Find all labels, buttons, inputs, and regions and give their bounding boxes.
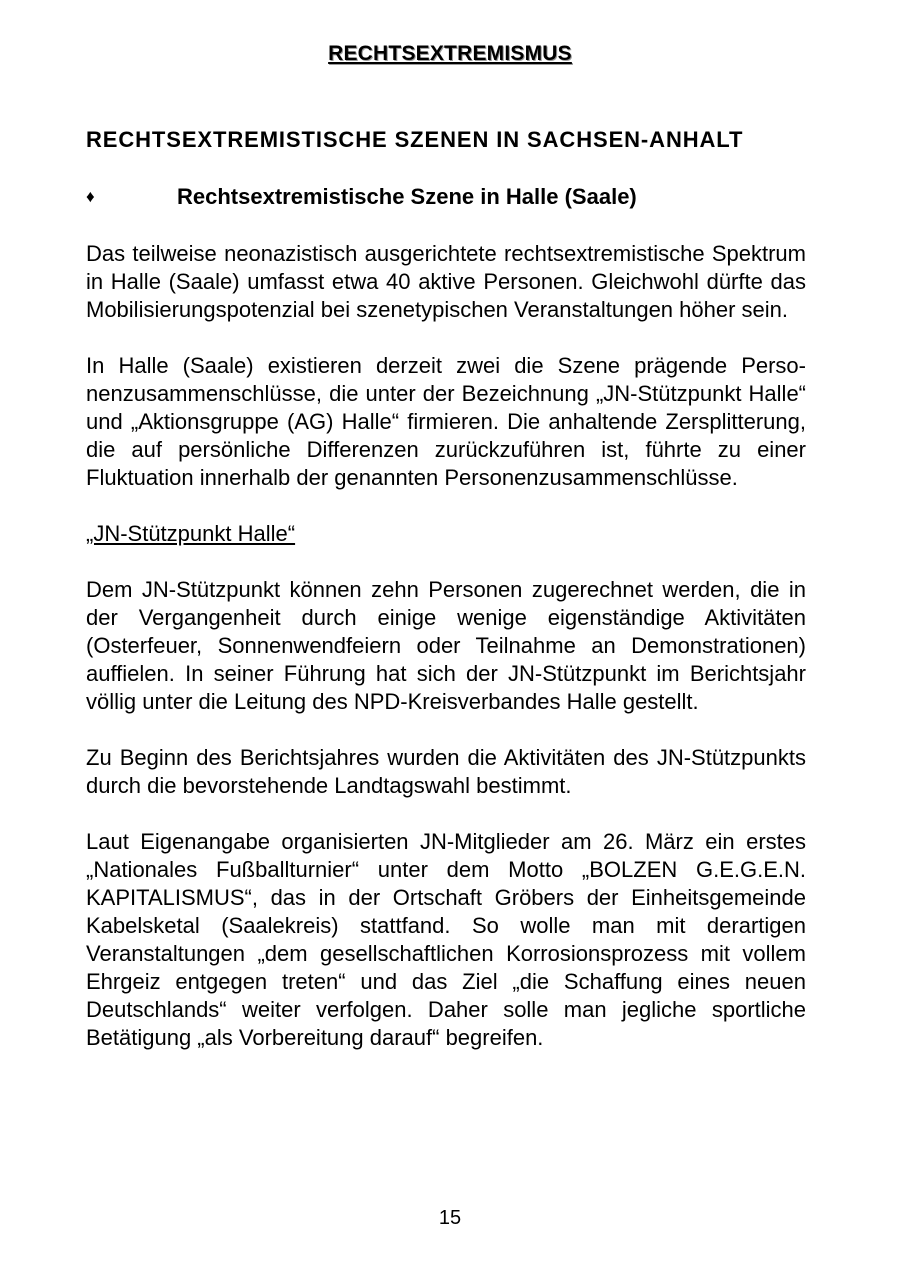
sub-heading (86, 184, 826, 210)
running-header: RECHTSEXTREMISMUS (328, 42, 572, 65)
body-text (86, 240, 806, 1052)
paragraph-fussballturnier: Laut Eigenangabe organisierten JN-Mitglieder am 26. März ein erstes „Nationales Fußballturnier“ unter dem Motto „BOLZEN G.E.G.E.N. KAPITALISMUS“, das in der Ortschaft Gröbers der Einheitsgemeinde Kabelsketal (Saalekreis) stattfand. So wolle man mit derartigen Veranstaltungen „dem gesellschaftlichen Korrosionsprozess mit vollem Ehrgeiz entgegen treten“ und das Ziel „die Schaffung eines neuen Deutschlands“ weiter verfolgen. Daher solle man jegliche sportliche Betätigung „als Vorbereitung darauf“ begreifen. (86, 829, 806, 1050)
paragraph-landtagswahl: Zu Beginn des Berichtsjahres wurden die Aktivitäten des JN-Stützpunkts durch die bevorstehende Landtagswahl bestimmt. (86, 745, 806, 798)
subsection-heading-jn-stuetzpunkt: „JN-Stützpunkt Halle“ (86, 521, 296, 546)
paragraph-jn-members: Dem JN-Stützpunkt können zehn Personen zugerechnet werden, die in der Vergangenheit durch einige wenige eigenständige Aktivitäten (Osterfeuer, Sonnenwendfeiern oder Teilnahme an Demonstrationen) auffielen. In seiner Führung hat sich der JN-Stützpunkt im Berichtsjahr völlig unter die Leitung des NPD-Kreisverbandes Halle gestellt. (86, 577, 806, 714)
sub-heading-text: Rechtsextremistische Szene in Halle (Saale) (177, 184, 637, 209)
diamond-bullet-icon: ♦ (86, 187, 95, 206)
paragraph-spectrum: Das teilweise neonazistisch ausgerichtete rechtsextremistische Spektrum in Halle (Saale) umfasst etwa 40 aktive Personen. Gleichwohl dürfte das Mobilisierungspotenzial bei szenetypischen Veranstaltungen höher sein. (86, 241, 806, 322)
section-title: RECHTSEXTREMISTISCHE SZENEN IN SACHSEN-ANHALT (86, 127, 744, 152)
paragraph-groups: In Halle (Saale) existieren derzeit zwei die Szene prägende Personenzusammenschlüsse, die unter der Bezeichnung „JN-Stützpunkt Halle“ und „Aktionsgruppe (AG) Halle“ firmieren. Die anhaltende Zersplitterung, die auf persönliche Differenzen zurückzuführen ist, führte zu einer Fluktuation innerhalb der genannten Personenzusammenschlüsse. (86, 353, 806, 490)
page-number: 15 (438, 1207, 462, 1229)
